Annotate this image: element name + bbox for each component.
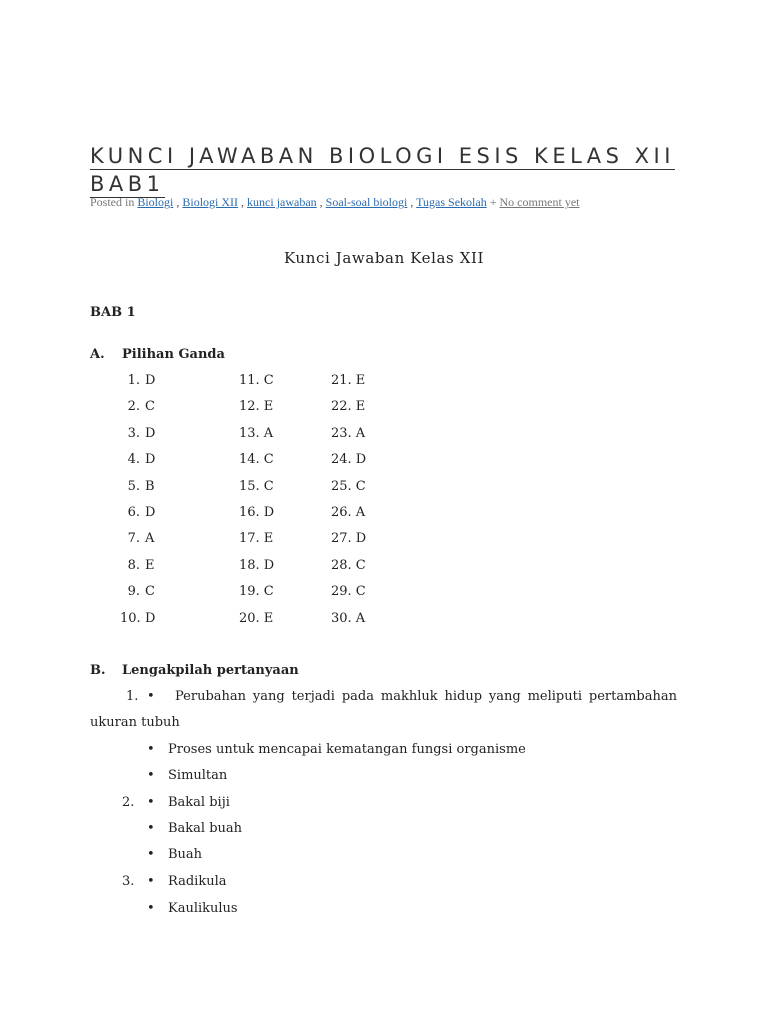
answer-choice: D	[145, 505, 156, 520]
answer-choice-col-2: 19. C	[239, 584, 274, 600]
question-1-answer-1-line-2: ukuran tubuh	[90, 715, 180, 730]
answer-choice: A	[145, 531, 155, 547]
bullet: •	[147, 768, 155, 783]
category-link-biologi[interactable]: Biologi	[137, 195, 174, 209]
answer-choice-col-3: 26. A	[331, 505, 366, 520]
post-title-line-2[interactable]: BAB1	[90, 172, 165, 196]
meta-plus: +	[489, 195, 497, 209]
section-b-letter: B.	[90, 663, 106, 678]
answer-choice-col-2: 15. C	[239, 478, 274, 494]
post-title-line-1[interactable]: KUNCI JAWABAN BIOLOGI ESIS KELAS XII	[90, 144, 675, 168]
category-link-tugas-sekolah[interactable]: Tugas Sekolah	[416, 195, 487, 209]
answer-choice-col-2: 20. E	[239, 610, 274, 626]
answer-number: 1.	[127, 373, 140, 388]
answer-choice-col-2: 16. D	[239, 505, 275, 520]
comments-link[interactable]: No comment yet	[499, 195, 580, 209]
question-1-answer-3: Simultan	[168, 768, 228, 783]
category-link-kunci-jawaban[interactable]: kunci jawaban	[247, 195, 317, 209]
answer-choice-col-2: 13. A	[239, 425, 274, 441]
answer-choice-col-3: 28. C	[331, 557, 366, 573]
bullet: •	[147, 901, 155, 916]
section-a-letter: A.	[90, 347, 105, 362]
answer-choice-col-3: 23. A	[331, 425, 366, 441]
answer-choice: C	[145, 399, 155, 415]
answer-choice: C	[145, 584, 155, 600]
answer-choice-col-3: 29. C	[331, 584, 366, 600]
question-2-number: 2.	[122, 795, 135, 810]
bullet: •	[147, 742, 155, 757]
answer-choice-col-3: 21. E	[331, 373, 366, 388]
section-a-heading	[90, 347, 225, 362]
question-3-number: 3.	[122, 874, 135, 889]
answer-choice: D	[145, 425, 156, 441]
answer-choice-col-3: 24. D	[331, 452, 367, 468]
bullet: •	[147, 795, 155, 810]
post-title[interactable]	[90, 142, 690, 198]
posted-in-label: Posted in	[90, 195, 135, 209]
answer-choice-col-3: 25. C	[331, 478, 366, 494]
question-3-answer-2: Kaulikulus	[168, 901, 238, 916]
section-a-label: Pilihan Ganda	[122, 347, 225, 362]
answer-choice-col-2: 14. C	[239, 452, 274, 468]
question-1-answer-2: Proses untuk mencapai kematangan fungsi organisme	[168, 742, 526, 757]
question-2-answer-2: Bakal buah	[168, 821, 243, 836]
bullet: •	[147, 821, 155, 836]
bullet: •	[147, 847, 155, 862]
answer-choice-col-2: 18. D	[239, 557, 275, 573]
answer-number: 2.	[127, 399, 140, 415]
chapter-heading: BAB 1	[90, 305, 136, 320]
answer-number: 6.	[127, 505, 140, 520]
document-subtitle: Kunci Jawaban Kelas XII	[283, 249, 485, 267]
answer-choice-col-3: 22. E	[331, 399, 366, 415]
answer-choice: E	[145, 557, 155, 573]
category-link-soal-soal-biologi[interactable]: Soal-soal biologi	[325, 195, 408, 209]
answer-choice: B	[145, 478, 155, 494]
section-b-heading	[90, 663, 299, 678]
answer-choice: D	[145, 452, 156, 468]
answer-choice-col-3: 30. A	[331, 610, 366, 626]
answer-choice-col-3: 27. D	[331, 531, 367, 547]
answer-number: 9.	[127, 584, 140, 600]
bullet: •	[147, 874, 155, 889]
section-b-label: Lengakpilah pertanyaan	[122, 663, 299, 678]
answer-number: 10.	[120, 610, 141, 626]
category-link-biologi-xii[interactable]: Biologi XII	[182, 195, 239, 209]
answer-choice-col-2: 11. C	[239, 373, 274, 388]
question-3-answer-1: Radikula	[168, 874, 227, 889]
post-meta: Posted in Biologi , Biologi XII , kunci jawaban , Soal-soal biologi , Tugas Sekolah + No comment yet	[90, 195, 580, 209]
bullet: •	[147, 689, 155, 704]
answer-number: 3.	[127, 425, 140, 441]
answer-choice-col-2: 17. E	[239, 531, 274, 547]
question-2-answer-1: Bakal biji	[168, 795, 230, 810]
answer-choice: D	[145, 373, 156, 388]
answer-number: 8.	[127, 557, 140, 573]
question-1-answer-1-line-1: Perubahan yang terjadi pada makhluk hidup yang meliputi pertambahan	[175, 689, 677, 704]
answer-number: 4.	[127, 452, 140, 468]
question-2-answer-3: Buah	[168, 847, 203, 862]
answer-number: 5.	[127, 478, 140, 494]
answer-number: 7.	[127, 531, 140, 547]
answer-choice: D	[145, 610, 156, 626]
answer-choice-col-2: 12. E	[239, 399, 274, 415]
question-1-number: 1.	[126, 689, 139, 704]
